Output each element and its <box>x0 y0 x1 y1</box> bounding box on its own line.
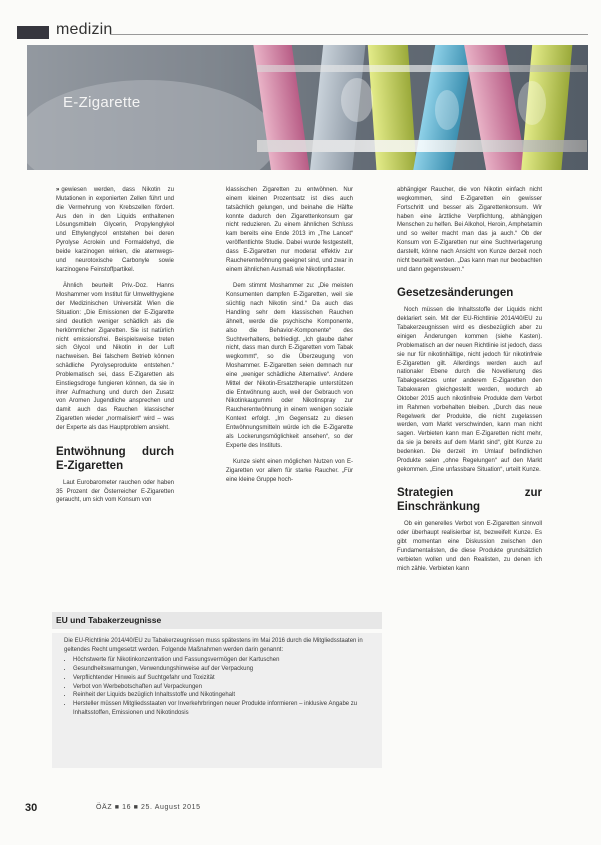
info-box-title: EU und Tabakerzeugnisse <box>52 612 382 629</box>
paragraph: abhängiger Raucher, die von Nikotin einfach nicht wegkommen, sind E-Zigaretten ein gewisser Fortschritt und besser als Zigarettenkonsum. Wir haben eine ärztliche Verpflichtung, abhängigen Menschen zu helfen. Bei Alkohol, Heroin, Amphetamin und so weiter macht man das ja auch.“ Ob der Konsum von E-Zigaretten nur eine Suchtverlagerung darstellt, könne nach Ansicht von Kunze derzeit noch nicht beurteilt werden. „Das kann man nur beobachten und dann gegensteuern.“ <box>397 187 542 273</box>
list-item: • Höchstwerte für Nikotinkonzentration und Fassungsvermögen der Kartuschen <box>73 656 370 665</box>
info-box <box>52 633 382 768</box>
section-label: medizin <box>56 21 113 38</box>
article-column-1 <box>56 186 174 513</box>
paragraph: klassischen Zigaretten zu entwöhnen. Nur einem kleinen Prozentsatz ist dies auch tatsächlich gelungen, und beinahe die Hälfte konnte dadurch den Zigarettenkonsum gar nicht reduzieren. Zu einem ähnlichen Schluss kam bereits eine Ende 2013 im „The Lancet“ veröffentlichte Studie. Dabei wurde festgestellt, dass E-Zigaretten nur moderat effektiv zur Raucherentwöhnung geeignet sind, und zwar in einem ähnlichen Ausmaß wie Nikotinpflaster. <box>226 187 353 273</box>
article-column-3 <box>397 186 542 582</box>
hero-title: E-Zigarette <box>63 94 141 111</box>
paragraph: Ähnlich beurteilt Priv.-Doz. Hanns Moshammer vom Institut für Umwelthygiene der Medizinischen Universität Wien die Situation: „Die Emissionen der E-Zigarette sind deutlich weniger schädlich als die herkömmlicher Zigaretten. Sie ist natürlich nicht emissionsfrei. Beispielsweise treten sich Glycol und Nikotin in der Luft nachweisen. Bei falschem Betrieb können schädliche Pyrolyseprodukte entstehen.“ Problematisch sei, dass E-Zigaretten als Einstiegsdroge fungieren können, da sie in ihrer Aufmachung und durch den Zusatz von Aromen Jugendliche ansprechen und damit auch das Rauchen klassischer Zigaretten wieder „normalisiert“ wird – was der Experte als das Hauptproblem ansieht. <box>56 283 174 431</box>
page-number: 30 <box>25 802 38 814</box>
paragraph: Noch müssen die Inhaltsstoffe der Liquids nicht deklariert sein. Mit der EU-Richtlinie 2014/40/EU zu Tabakerzeugnissen wird es diesbezüglich aber zu einigen Änderungen kommen (siehe Kasten). Problematisch an der neuen Richtlinie ist jedoch, dass sie nur für nikotinhältige, nicht jedoch für nikotinfreie E-Zigaretten gilt. Allerdings werden auch auf nationaler Ebene durch die Novellierung des Tabakgesetzes unter anderem E-Zigaretten den Tabakwaren gleichgestellt werden, wodurch ab Oktober 2015 auch nikotinfreie Produkte dem Verbot im Rahmen vorbehalten bleiben. „Durch das neue Regelwerk der Produkte, die nicht zugelassen werden, vom Markt verschwinden, kann man nicht sagen. Verbieten kann man E-Zigaretten nicht mehr, da sie ja bereits auf dem Markt sind“, gibt Kunze zu bedenken. Die derzeit im Umlauf befindlichen Produkte seien „ohne Regelungen“ auf den Markt gekommen. „Eine unfassbare Situation“, urteilt Kunze. <box>397 307 542 473</box>
paragraph: Kunze sieht einen möglichen Nutzen von E-Zigaretten vor allem für starke Raucher. „Für eine kleine Gruppe hoch- <box>226 459 353 484</box>
list-item: • Hersteller müssen Mitgliedsstaaten vor Inverkehrbringen neuer Produkte informieren – inklusive Angabe zu Inhaltsstoffen, Emissionen und Nikotindosis <box>73 700 370 717</box>
hero-image <box>27 45 588 170</box>
article-column-2 <box>226 186 353 493</box>
subheading: Gesetzesänderungen <box>397 287 514 300</box>
list-item: • Gesundheitswarnungen, Verwendungshinweise auf der Verpackung <box>73 665 370 674</box>
list-item: • Verbot von Werbebotschaften auf Verpackungen <box>73 683 370 692</box>
publication-info: ÖÄZ ■ 16 ■ 25. August 2015 <box>96 804 201 811</box>
subheading: Entwöhnung durch E-Zigaretten <box>56 445 174 472</box>
section-color-block <box>17 26 49 39</box>
info-box-list <box>64 656 370 717</box>
paragraph: » gewiesen werden, dass Nikotin zu Mutationen in exponierten Zellen führt und die Vermehrung von Krebszellen fördert. Aus den in den Liquids enthaltenen Lösungsmitteln Glycerin, Propylenglykol und Ethylenglycol entstehen bei deren Pyrolyse Acrolein und Formaldehyd, die beide karzinogen wirken, die atemwegs- und neurotoxische Carbonyle sowie karzinogene Feinstoffpartikel. <box>56 187 174 273</box>
paragraph: Dem stimmt Moshammer zu: „Die meisten Konsumenten dampfen E-Zigaretten, weil sie süchtig nach Nikotin sind.“ Da auch das Handling sehr dem klassischen Rauchen ähnelt, werde die psychische Komponente, also die Behavior-Komponente“ des Suchtverhaltens, befriedigt. „Ich glaube daher nicht, dass man durch E-Zigaretten vom Tabak wegkommt“, so die Überzeugung von Moshammer. E-Zigaretten seien demnach nur eine „weniger schädliche Alternative“. Andere Mittel der Nikotin-Ersatztherapie unterstützen die Entwöhnung auch, weil der Gebrauch von Nikotinkaugummi oder Nikotinspray zur Raucherentwöhnung in einem wenigen soziale Kontext erfolgt. „Im Gegensatz zu diesen Entwöhnungsmitteln würde ich die E-Zigarette als Lockerungsmöglichkeit ansehen“, so der Experte des Instituts. <box>226 283 353 449</box>
list-item: • Verpflichtender Hinweis auf Suchtgefahr und Toxizität <box>73 674 370 683</box>
paragraph: Ob ein generelles Verbot von E-Zigaretten sinnvoll oder überhaupt realisierbar ist, bezweifelt Kunze. Es gibt momentan eine Diskussion zwischen den Fundamentalisten, die diese Produkte grundsätzlich verbieten wollen und den Realisten, zu denen ich mich zähle. Verbieten kann <box>397 521 542 572</box>
continuation-marker: » <box>56 187 60 193</box>
list-item: • Reinheit der Liquids bezüglich Inhaltsstoffe und Nikotingehalt <box>73 691 370 700</box>
header-divider <box>110 34 588 35</box>
subheading: Strategien zur Einschränkung <box>397 487 542 514</box>
info-box-intro: Die EU-Richtlinie 2014/40/EU zu Tabakerzeugnissen muss spätestens im Mai 2016 durch die Mitgliedsstaaten in geltendes Recht umgesetzt werden. Folgende Maßnahmen werden darin genannt: <box>64 638 363 653</box>
paragraph: Laut Eurobarometer rauchen oder haben 35 Prozent der Österreicher E-Zigaretten geraucht, um sich vom Konsum von <box>56 479 174 504</box>
